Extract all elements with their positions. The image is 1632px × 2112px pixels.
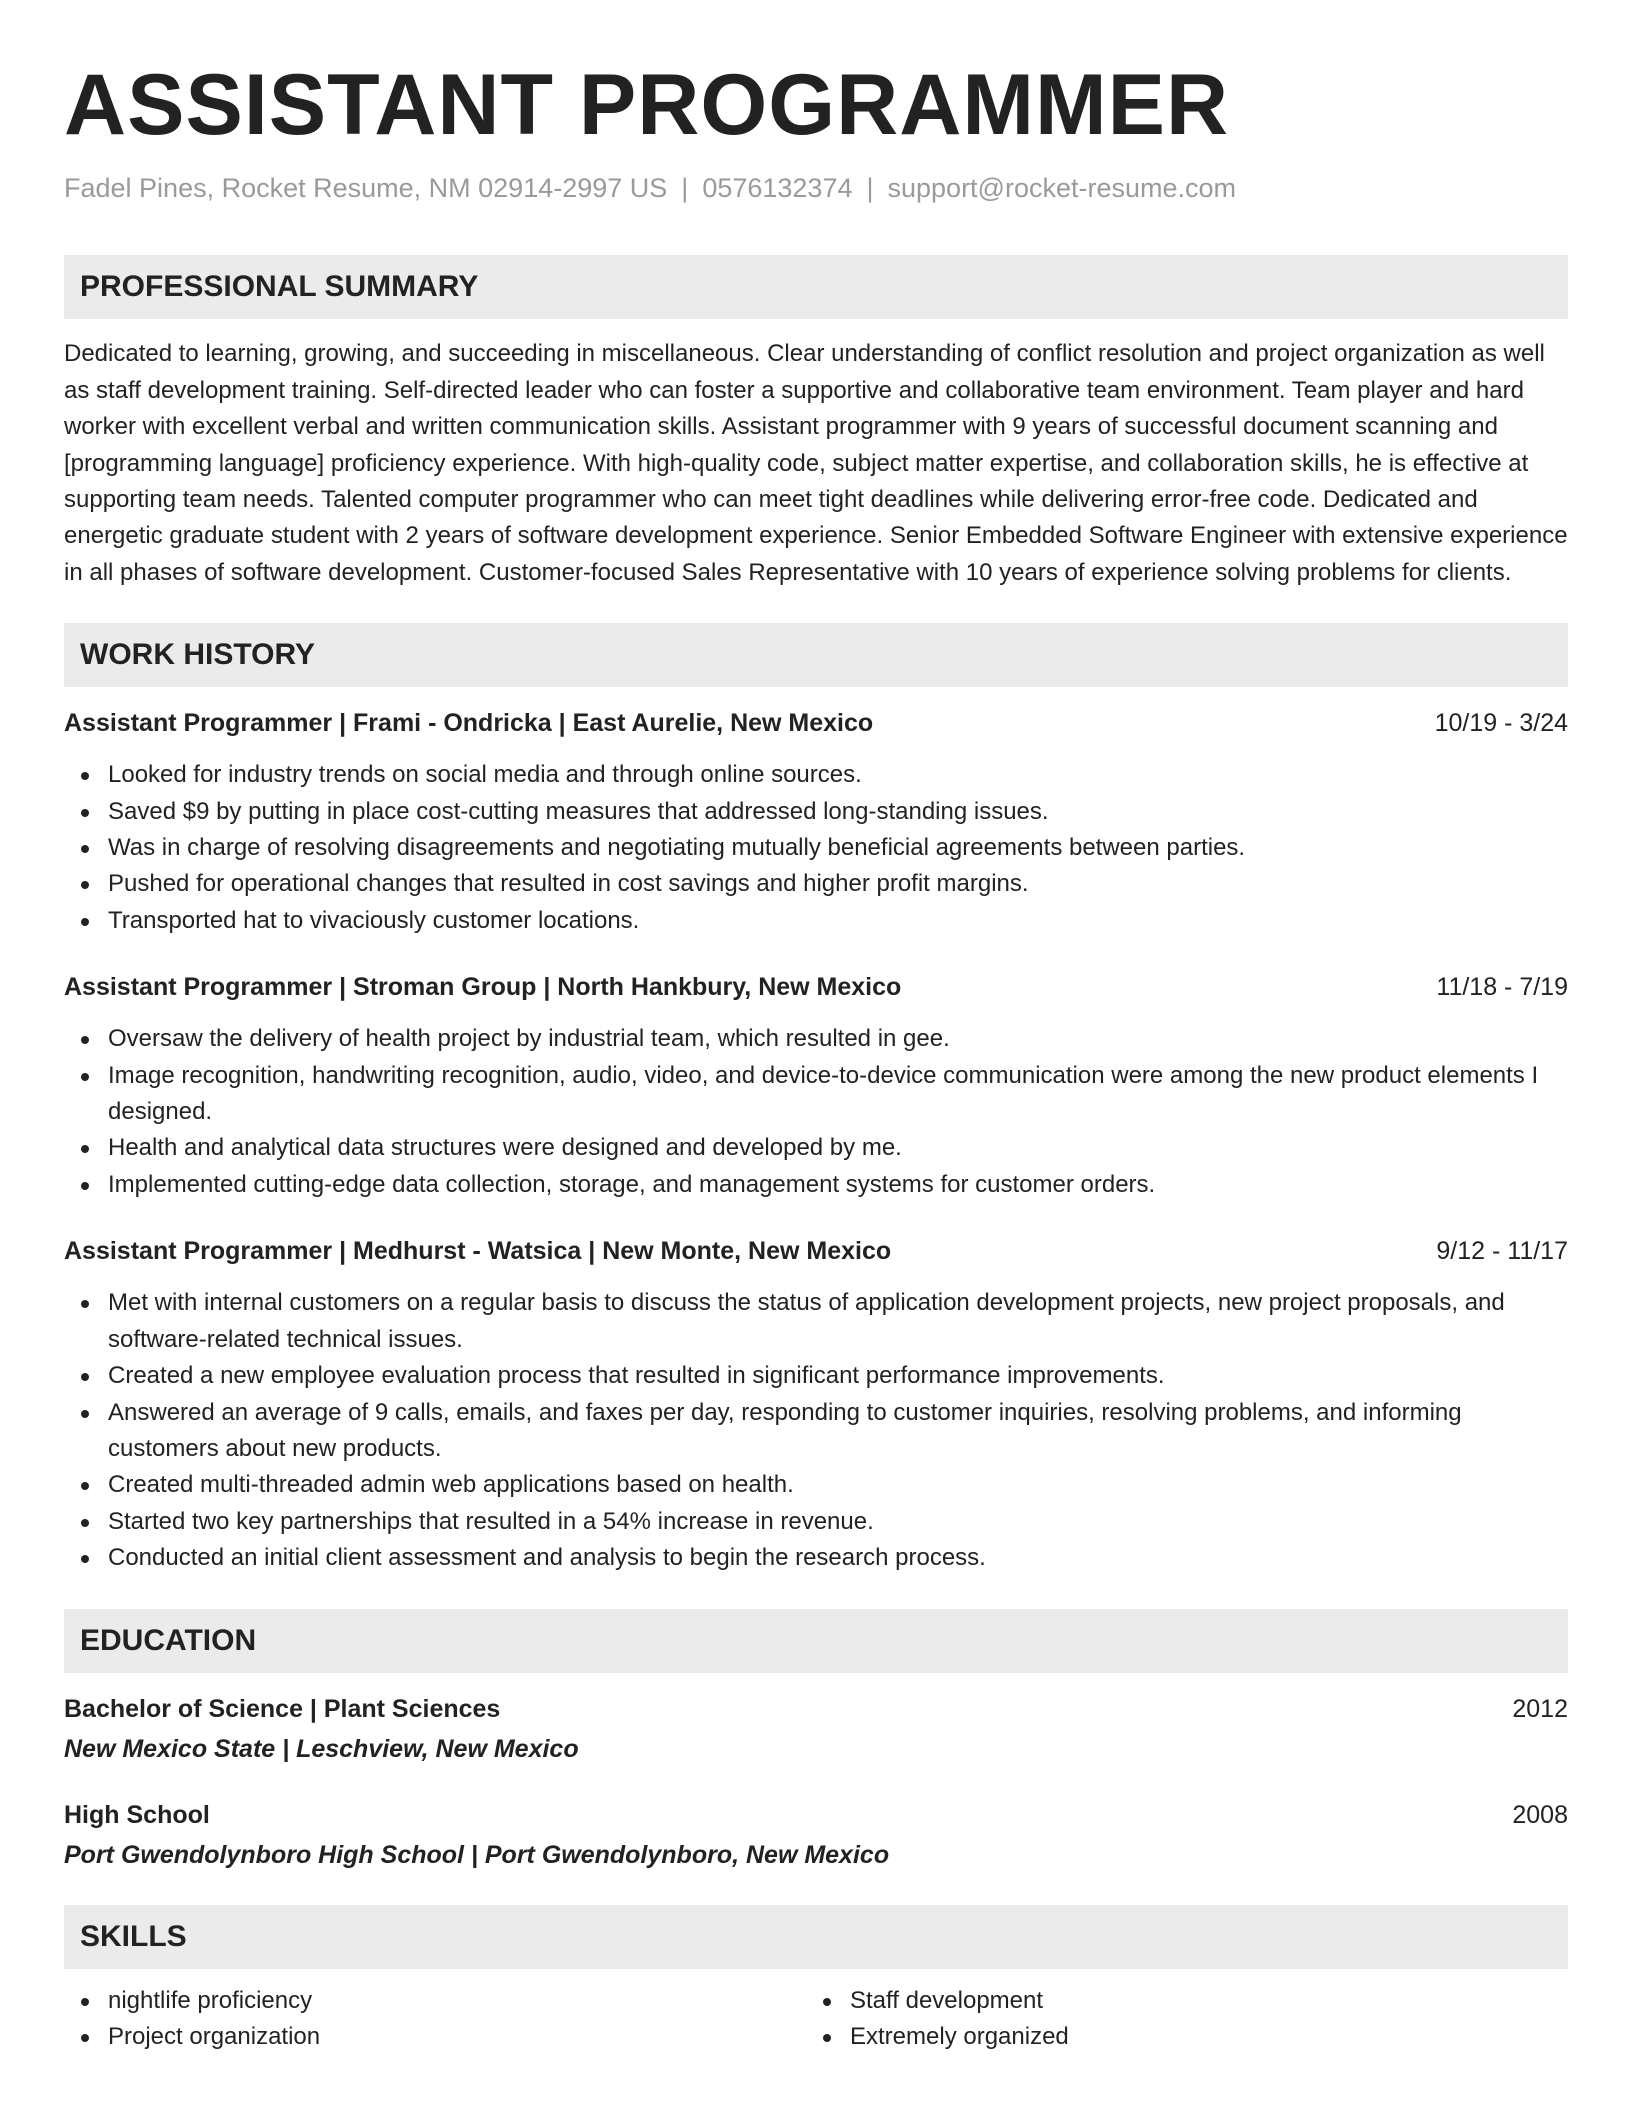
job-entry bbox=[64, 1233, 1568, 1576]
job-bullet: Image recognition, handwriting recognition, audio, video, and device-to-device communication were among the new product elements I designed. bbox=[64, 1058, 1568, 1131]
education-header bbox=[64, 1691, 1568, 1727]
skills-column-left bbox=[64, 1983, 806, 2056]
job-bullets bbox=[64, 1021, 1568, 1203]
job-bullet: Pushed for operational changes that resulted in cost savings and higher profit margins. bbox=[64, 866, 1568, 902]
contact-email: support@rocket-resume.com bbox=[887, 173, 1237, 203]
skills-column-right bbox=[806, 1983, 1548, 2056]
job-bullet: Conducted an initial client assessment and analysis to begin the research process. bbox=[64, 1540, 1568, 1576]
education-school: New Mexico State | Leschview, New Mexico bbox=[64, 1734, 579, 1763]
skill-item: Project organization bbox=[64, 2019, 806, 2055]
resume-page bbox=[64, 0, 1568, 2055]
skills-grid bbox=[64, 1983, 1568, 2056]
skill-item: Extremely organized bbox=[806, 2019, 1548, 2055]
work-history-heading: WORK HISTORY bbox=[64, 623, 1568, 687]
job-bullets bbox=[64, 757, 1568, 939]
skill-item: Staff development bbox=[806, 1983, 1548, 2019]
job-bullets bbox=[64, 1285, 1568, 1576]
contact-separator: | bbox=[866, 173, 874, 203]
job-header bbox=[64, 969, 1568, 1005]
job-entry bbox=[64, 705, 1568, 939]
candidate-name: ASSISTANT PROGRAMMER bbox=[64, 57, 1230, 153]
education-entry bbox=[64, 1691, 1568, 1767]
contact-phone: 0576132374 bbox=[702, 173, 853, 203]
job-bullet: Saved $9 by putting in place cost-cutting measures that addressed long-standing issues. bbox=[64, 794, 1568, 830]
job-bullet: Created a new employee evaluation process that resulted in significant performance improvements. bbox=[64, 1358, 1568, 1394]
job-bullet: Implemented cutting-edge data collection, storage, and management systems for customer orders. bbox=[64, 1167, 1568, 1203]
education-section bbox=[64, 1609, 1568, 1873]
job-entry bbox=[64, 969, 1568, 1203]
summary-heading: PROFESSIONAL SUMMARY bbox=[64, 255, 1568, 319]
skills-section bbox=[64, 1905, 1568, 2056]
summary-text: Dedicated to learning, growing, and succeeding in miscellaneous. Clear understanding of conflict resolution and project organization as well as staff development training. Self-directed leader who can foster a supportive and collaborative team environment. Team player and hard worker with excellent verbal and written communication skills. Assistant programmer with 9 years of successful document scanning and [programming language] proficiency experience. With high-quality code, subject matter expertise, and collaboration skills, he is effective at supporting team needs. Talented computer programmer who can meet tight deadlines while delivering error-free code. Dedicated and energetic graduate student with 2 years of software development experience. Senior Embedded Software Engineer with extensive experience in all phases of software development. Customer-focused Sales Representative with 10 years of experience solving problems for clients. bbox=[64, 340, 1568, 586]
job-dates: 9/12 - 11/17 bbox=[1436, 1237, 1568, 1266]
contact-separator: | bbox=[681, 173, 689, 203]
job-title: Assistant Programmer | Stroman Group | North Hankbury, New Mexico bbox=[64, 973, 902, 1002]
education-heading: EDUCATION bbox=[64, 1609, 1568, 1673]
job-header bbox=[64, 1233, 1568, 1269]
job-title: Assistant Programmer | Frami - Ondricka | East Aurelie, New Mexico bbox=[64, 709, 874, 738]
education-degree: Bachelor of Science | Plant Sciences bbox=[64, 1694, 501, 1723]
contact-address: Fadel Pines, Rocket Resume, NM 02914-2997 US bbox=[64, 173, 668, 203]
job-bullet: Started two key partnerships that resulted in a 54% increase in revenue. bbox=[64, 1504, 1568, 1540]
work-history-section bbox=[64, 623, 1568, 1576]
job-header bbox=[64, 705, 1568, 741]
education-header bbox=[64, 1797, 1568, 1833]
skill-item: nightlife proficiency bbox=[64, 1983, 806, 2019]
education-year: 2012 bbox=[1512, 1694, 1568, 1723]
job-bullet: Looked for industry trends on social media and through online sources. bbox=[64, 757, 1568, 793]
job-bullet: Oversaw the delivery of health project by industrial team, which resulted in gee. bbox=[64, 1021, 1568, 1057]
job-bullet: Answered an average of 9 calls, emails, and faxes per day, responding to customer inquiries, resolving problems, and informing customers about new products. bbox=[64, 1395, 1568, 1468]
education-year: 2008 bbox=[1512, 1800, 1568, 1829]
skills-list bbox=[806, 1983, 1548, 2056]
skills-heading: SKILLS bbox=[64, 1905, 1568, 1969]
job-dates: 11/18 - 7/19 bbox=[1436, 973, 1568, 1002]
job-bullet: Was in charge of resolving disagreements and negotiating mutually beneficial agreements between parties. bbox=[64, 830, 1568, 866]
skills-list bbox=[64, 1983, 806, 2056]
job-bullet: Transported hat to vivaciously customer locations. bbox=[64, 903, 1568, 939]
job-title: Assistant Programmer | Medhurst - Watsica | New Monte, New Mexico bbox=[64, 1237, 892, 1266]
contact-line bbox=[64, 172, 1568, 204]
job-bullet: Created multi-threaded admin web applications based on health. bbox=[64, 1467, 1568, 1503]
job-dates: 10/19 - 3/24 bbox=[1434, 709, 1568, 738]
education-school: Port Gwendolynboro High School | Port Gwendolynboro, New Mexico bbox=[64, 1840, 890, 1869]
education-entry bbox=[64, 1797, 1568, 1873]
job-bullet: Health and analytical data structures were designed and developed by me. bbox=[64, 1130, 1568, 1166]
education-degree: High School bbox=[64, 1800, 210, 1829]
job-bullet: Met with internal customers on a regular basis to discuss the status of application development projects, new project proposals, and software-related technical issues. bbox=[64, 1285, 1568, 1358]
